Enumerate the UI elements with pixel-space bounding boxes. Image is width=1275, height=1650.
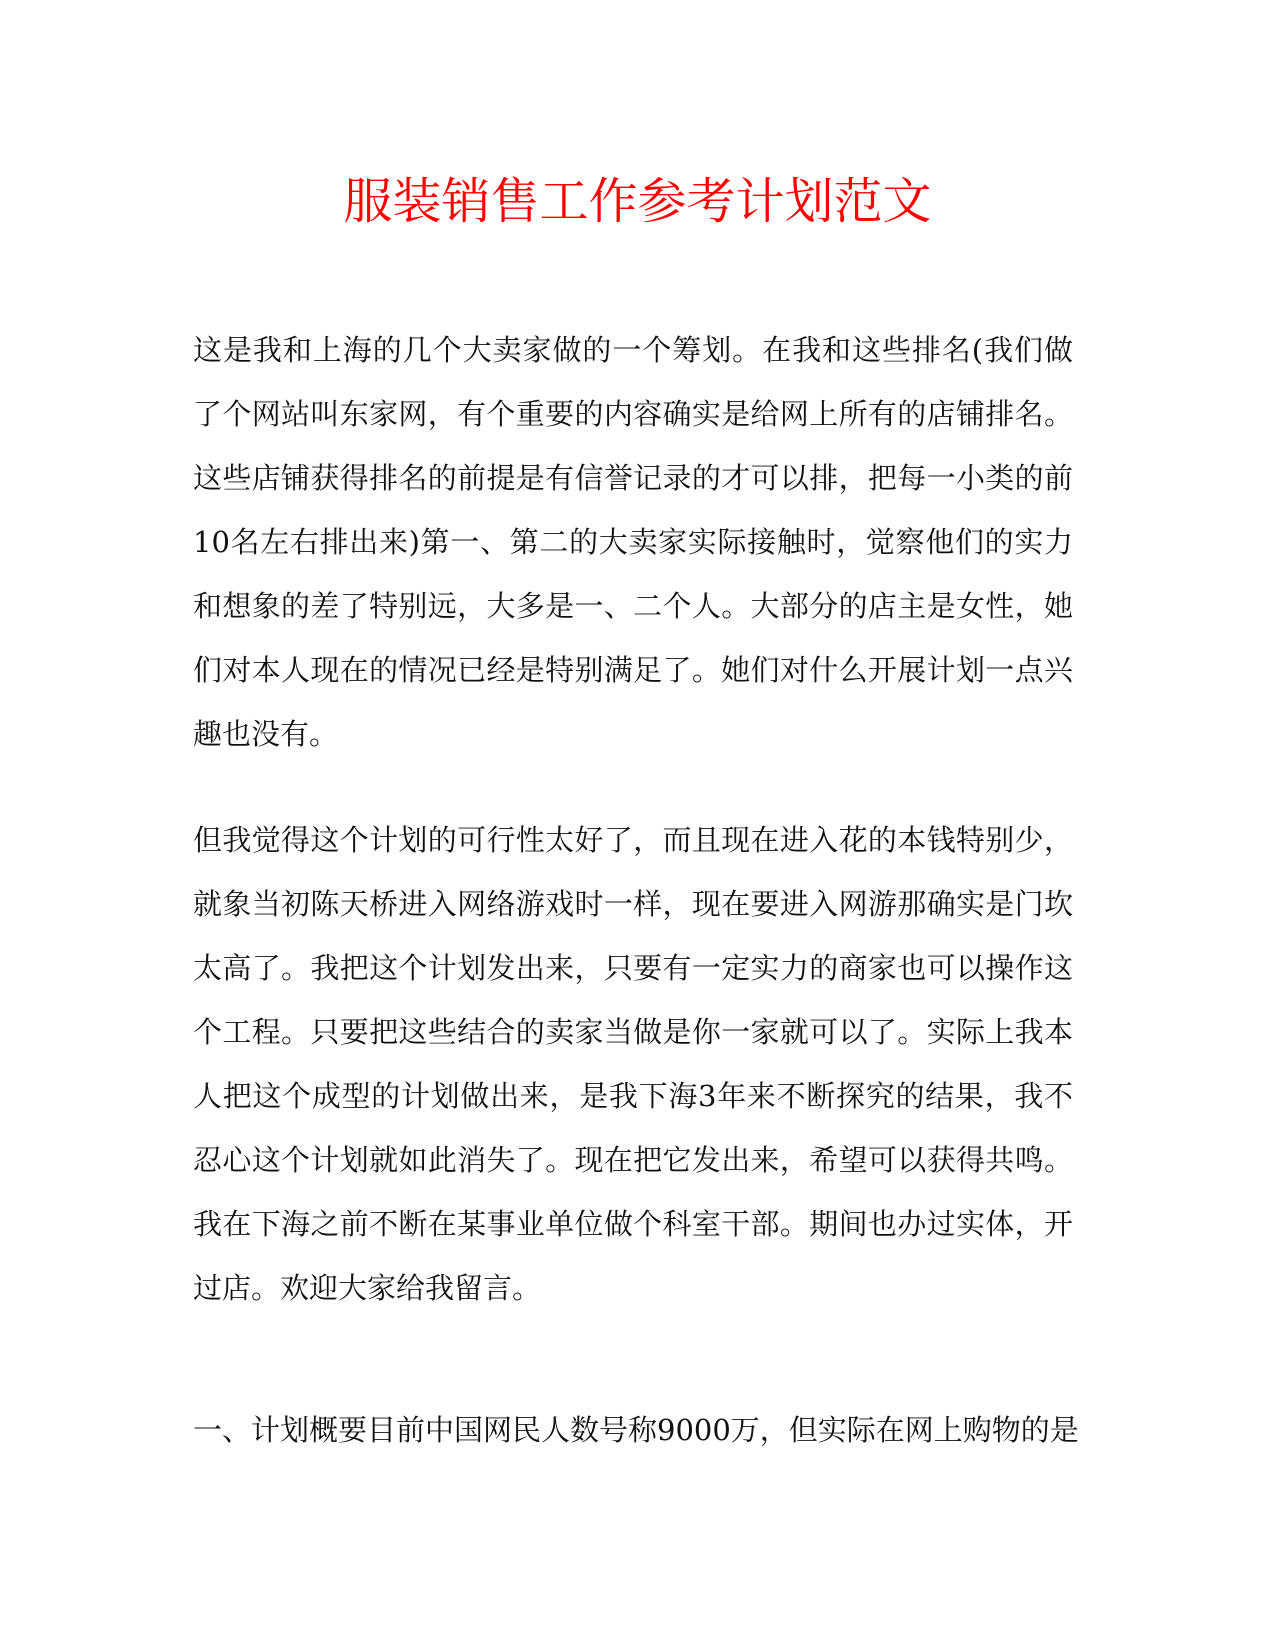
document-title: 服装销售工作参考计划范文: [343, 173, 932, 230]
text-line: 趣也没有。: [193, 717, 339, 751]
text-line: 这些店铺获得排名的前提是有信誉记录的才可以排，把每一小类的前: [193, 461, 1073, 495]
text-line: 个工程。只要把这些结合的卖家当做是你一家就可以了。实际上我本: [193, 1015, 1073, 1049]
text-line: 和想象的差了特别远，大多是一、二个人。大部分的店主是女性，她: [193, 589, 1073, 623]
text-line: 但我觉得这个计划的可行性太好了，而且现在进入花的本钱特别少，: [193, 823, 1073, 857]
text-line: 这是我和上海的几个大卖家做的一个筹划。在我和这些排名(我们做: [193, 333, 1073, 367]
paragraph-feasibility: [193, 808, 1073, 1320]
text-line: 太高了。我把这个计划发出来，只要有一定实力的商家也可以操作这: [193, 951, 1073, 985]
text-line: 了个网站叫东家网，有个重要的内容确实是给网上所有的店铺排名。: [193, 397, 1073, 431]
text-line: 就象当初陈天桥进入网络游戏时一样，现在要进入网游那确实是门坎: [193, 887, 1073, 921]
text-line: 一、计划概要目前中国网民人数号称9000万，但实际在网上购物的是: [193, 1413, 1079, 1447]
text-line: 10名左右排出来)第一、第二的大卖家实际接触时，觉察他们的实力: [193, 525, 1073, 559]
text-line: 人把这个成型的计划做出来，是我下海3年来不断探究的结果，我不: [193, 1079, 1073, 1113]
text-line: 过店。欢迎大家给我留言。: [193, 1271, 542, 1305]
paragraph-plan-summary: [193, 1398, 1079, 1462]
text-line: 们对本人现在的情况已经是特别满足了。她们对什么开展计划一点兴: [193, 653, 1073, 687]
text-line: 忍心这个计划就如此消失了。现在把它发出来，希望可以获得共鸣。: [193, 1143, 1073, 1177]
text-line: 我在下海之前不断在某事业单位做个科室干部。期间也办过实体，开: [193, 1207, 1073, 1241]
paragraph-intro: [193, 318, 1073, 766]
